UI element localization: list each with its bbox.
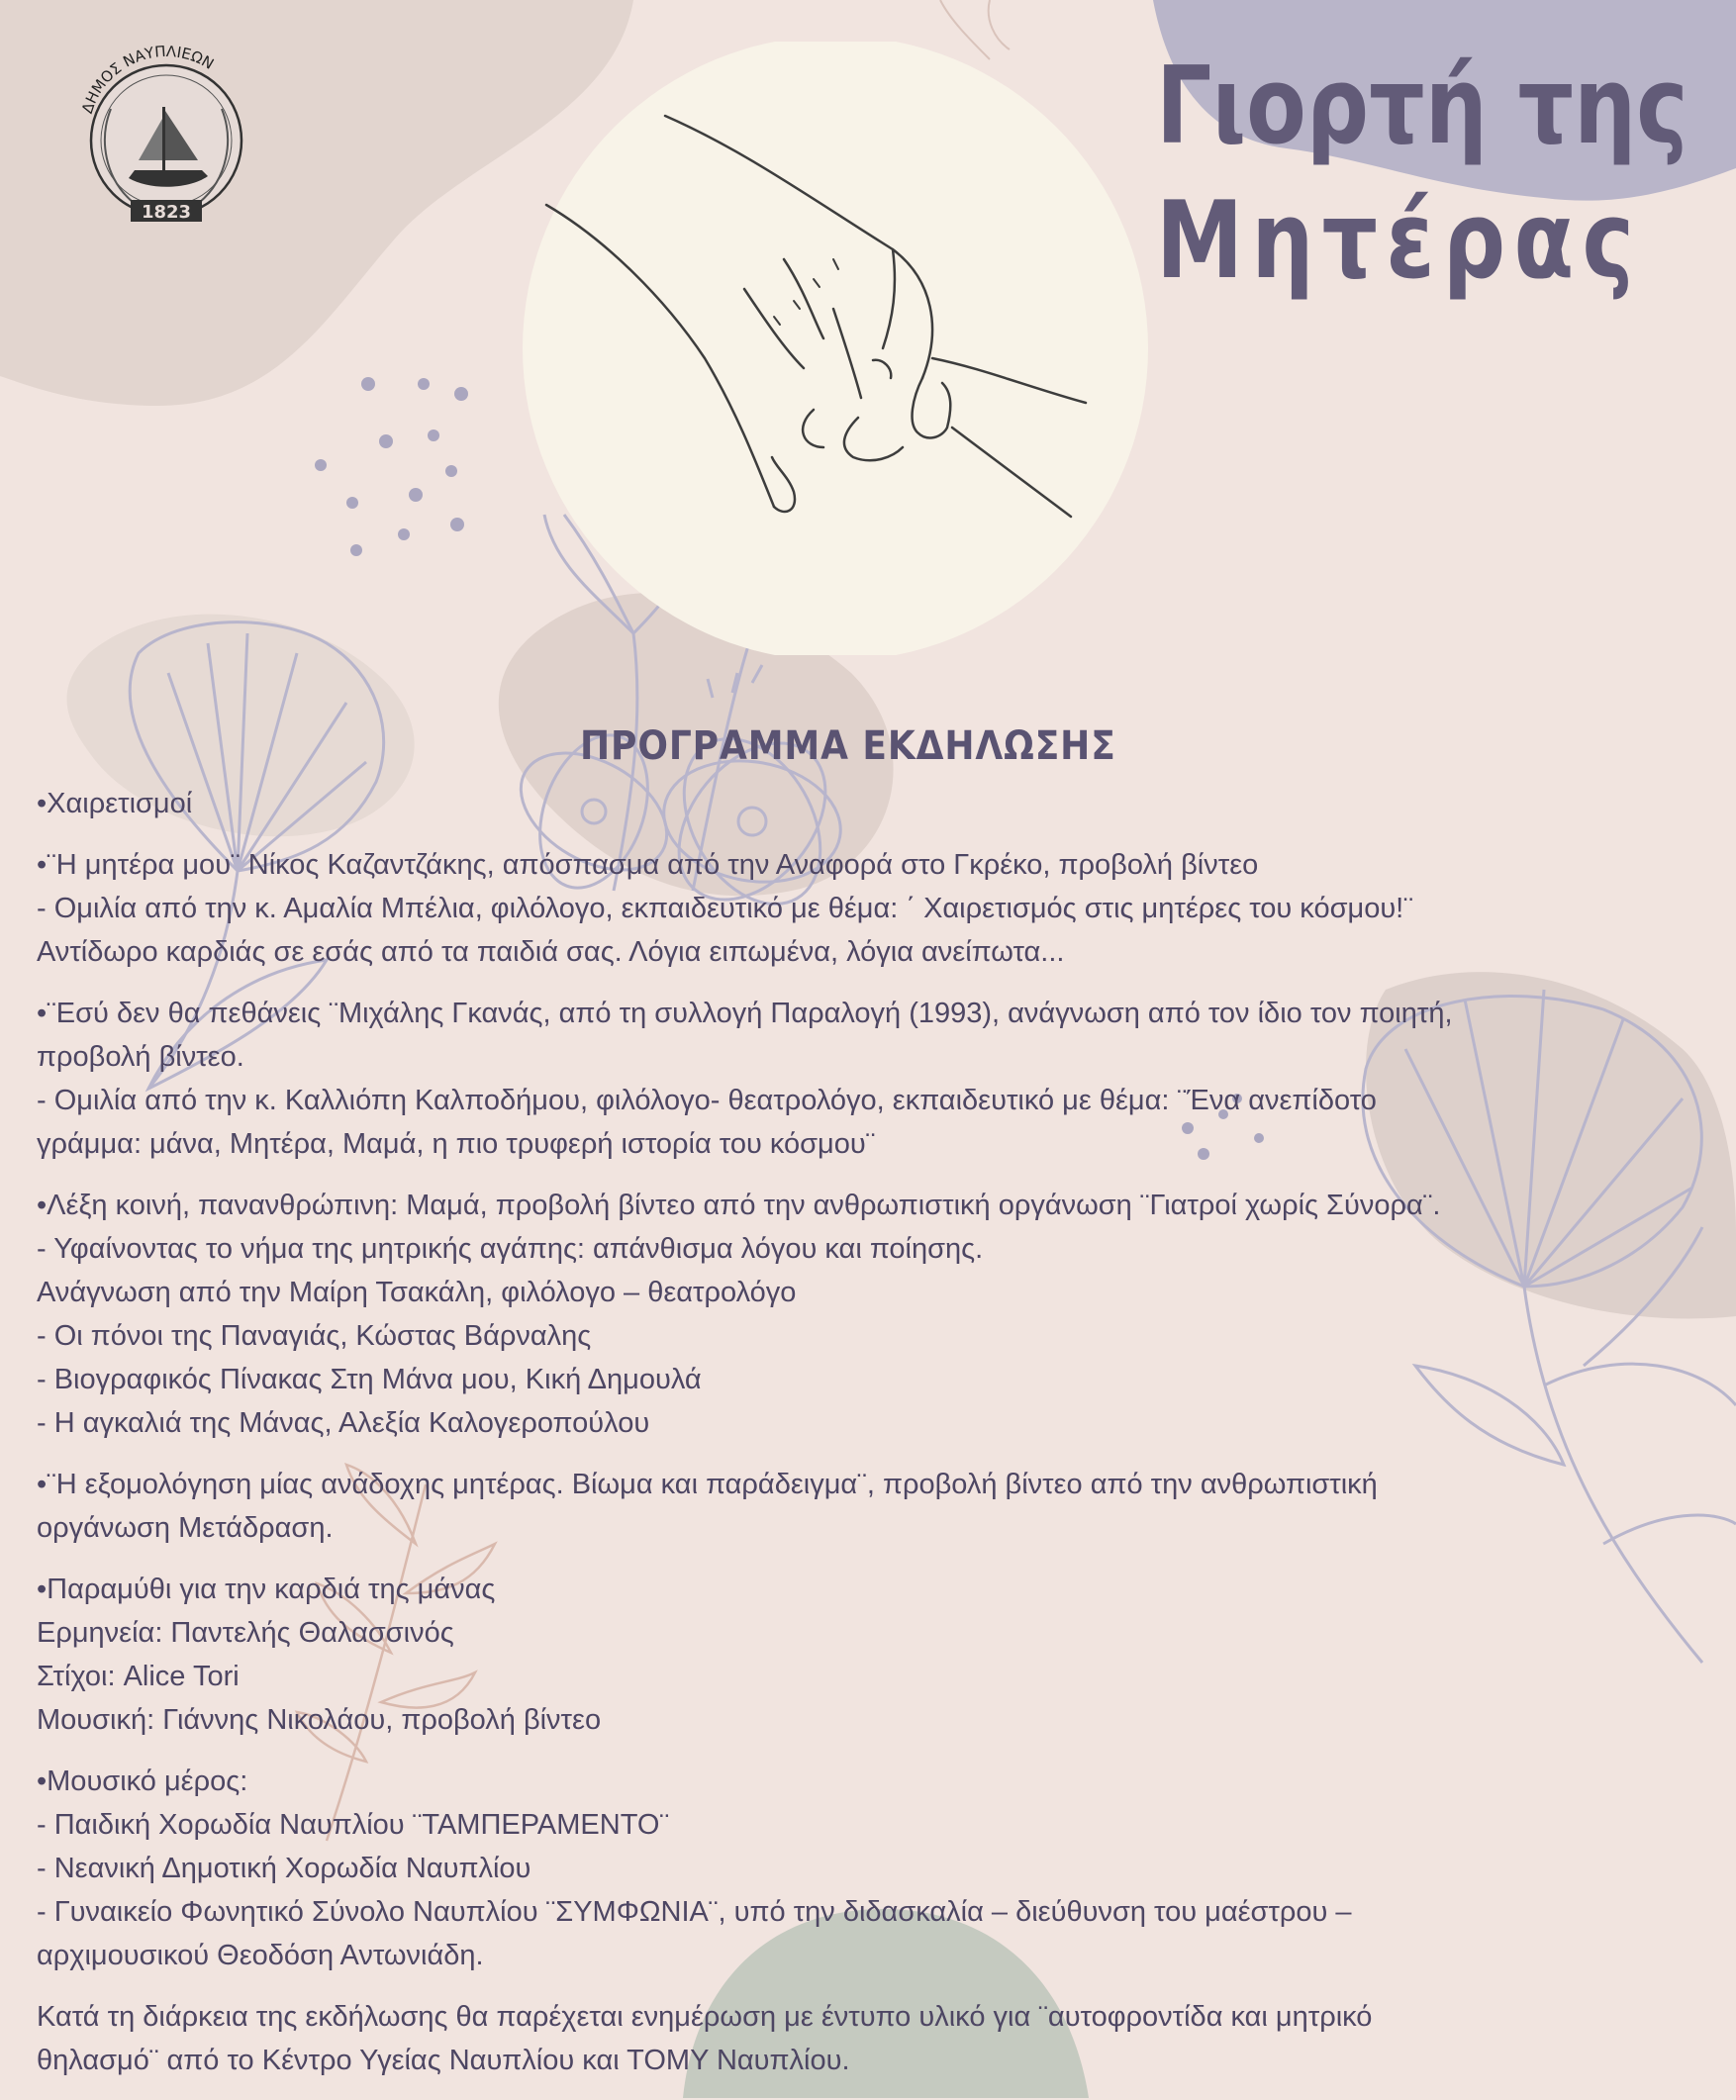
- program-line: Ανάγνωση από την Μαίρη Τσακάλη, φιλόλογο – θεατρολόγο: [37, 1277, 797, 1308]
- program-line: •Λέξη κοινή, πανανθρώπινη: Μαμά, προβολή βίντεο από την ανθρωπιστική οργάνωση ¨Γιατροί χωρίς Σύνορα¨.: [37, 1190, 1441, 1221]
- program-line: •¨Εσύ δεν θα πεθάνεις ¨Μιχάλης Γκανάς, από τη συλλογή Παραλογή (1993), ανάγνωση από τον ίδιο τον ποιητή,: [37, 998, 1453, 1029]
- event-title: [1156, 40, 1688, 309]
- program-line: Κατά τη διάρκεια της εκδήλωσης θα παρέχεται ενημέρωση με έντυπο υλικό για ¨αυτοφροντίδα και μητρικό: [37, 2001, 1373, 2033]
- program-line: - Γυναικείο Φωνητικό Σύνολο Ναυπλίου ¨ΣΥΜΦΩΝΙΑ¨, υπό την διδασκαλία – διεύθυνση του μαέστρου –: [37, 1896, 1352, 1928]
- program-line: προβολή βίντεο.: [37, 1041, 244, 1073]
- program-line: •¨Η εξομολόγηση μίας ανάδοχης μητέρας. Βίωμα και παράδειγμα¨, προβολή βίντεο από την ανθρωπιστική: [37, 1469, 1378, 1500]
- program-line: γράμμα: μάνα, Μητέρα, Μαμά, η πιο τρυφερή ιστορία του κόσμου¨: [37, 1128, 876, 1160]
- program-section: [37, 1760, 1660, 1977]
- program-line: Μουσική: Γιάννης Νικολάου, προβολή βίντεο: [37, 1704, 602, 1736]
- program-line: Ερμηνεία: Παντελής Θαλασσινός: [37, 1617, 454, 1649]
- hands-illustration: [517, 42, 1154, 655]
- program-section: [37, 1184, 1660, 1445]
- program-line: - Ομιλία από την κ. Καλλιόπη Καλποδήμου, φιλόλογο- θεατρολόγο, εκπαιδευτικό με θέμα: ¨Ένα ανεπίδοτο: [37, 1085, 1377, 1116]
- municipality-seal: [59, 30, 272, 247]
- program-line: - Παιδική Χορωδία Ναυπλίου ¨ΤΑΜΠΕΡΑΜΕΝΤΟ¨: [37, 1809, 670, 1841]
- program-section: [37, 992, 1660, 1166]
- program-section: [37, 1463, 1660, 1550]
- program-line: Στίχοι: Alice Tori: [37, 1661, 240, 1692]
- title-line-2: Μητέρας: [1156, 179, 1643, 303]
- program-line: - Οι πόνοι της Παναγιάς, Κώστας Βάρναλης: [37, 1320, 592, 1352]
- seal-text: ΔΗΜΟΣ ΝΑΥΠΛΙΕΩΝ: [77, 42, 218, 116]
- program-line: αρχιμουσικού Θεοδόση Αντωνιάδη.: [37, 1940, 484, 1971]
- program-section: [37, 1568, 1660, 1742]
- program-line: θηλασμό¨ από το Κέντρο Υγείας Ναυπλίου και ΤΟΜΥ Ναυπλίου.: [37, 2045, 850, 2076]
- program-section: [37, 782, 1660, 825]
- program-line: - Υφαίνοντας το νήμα της μητρικής αγάπης: απάνθισμα λόγου και ποίησης.: [37, 1233, 984, 1265]
- program-heading: ΠΡΟΓΡΑΜΜΑ ΕΚΔΗΛΩΣΗΣ: [580, 723, 1116, 769]
- program-line: οργάνωση Μετάδραση.: [37, 1512, 334, 1544]
- program-line: •¨Η μητέρα μου¨ Νίκος Καζαντζάκης, απόσπασμα από την Αναφορά στο Γκρέκο, προβολή βίντεο: [37, 849, 1259, 881]
- program-list: [37, 782, 1660, 2100]
- title-line-1: Γιορτή της: [1156, 45, 1688, 168]
- program-line: - Η αγκαλιά της Μάνας, Αλεξία Καλογεροπούλου: [37, 1407, 650, 1439]
- program-line: •Χαιρετισμοί: [37, 788, 193, 819]
- program-line: •Μουσικό μέρος:: [37, 1766, 248, 1797]
- program-line: Αντίδωρο καρδιάς σε εσάς από τα παιδιά σας. Λόγια ειπωμένα, λόγια ανείπωτα...: [37, 936, 1065, 968]
- program-line: - Βιογραφικός Πίνακας Στη Μάνα μου, Κική Δημουλά: [37, 1364, 702, 1395]
- program-section: [37, 843, 1660, 974]
- program-line: •Παραμύθι για την καρδιά της μάνας: [37, 1574, 496, 1605]
- program-section: [37, 1995, 1660, 2082]
- program-line: - Νεανική Δημοτική Χορωδία Ναυπλίου: [37, 1853, 531, 1884]
- program-line: - Ομιλία από την κ. Αμαλία Μπέλια, φιλόλογο, εκπαιδευτικό με θέμα: ΄ Χαιρετισμός στις μητέρες του κόσμου!¨: [37, 893, 1413, 924]
- seal-year: 1823: [141, 202, 192, 223]
